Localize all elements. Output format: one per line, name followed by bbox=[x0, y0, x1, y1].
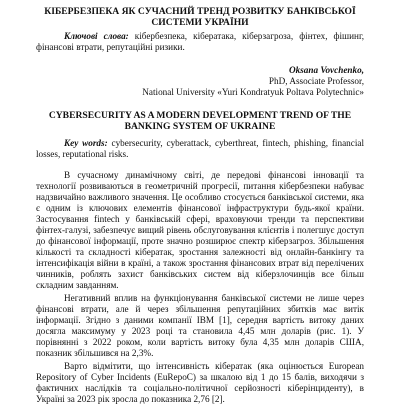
keywords-label: Key words: bbox=[64, 138, 108, 148]
keywords-english bbox=[36, 138, 364, 160]
paper-title-english: CYBERSECURITY AS A MODERN DEVELOPMENT TREND OF THE BANKING SYSTEM OF UKRAINE bbox=[48, 110, 352, 132]
author-name: Oksana Vovchenko, bbox=[288, 65, 364, 75]
paragraph: В сучасному динамічному світі, де передові фінансові інновації та технології розвиваються в геометричній прогресії, питання кібербезпеки набуває надзвичайно важливого значення. Це особливо стосується банківської системи, яка є одним із ключових елементів фінансової інфраструктури будь-якої країни. Застосування fintech у банківській сфері, враховуючи тренди та перспективи фінтех-галузі, забезпечує вищий рівень обслуговування клієнтів і полегшує доступ до фінансової інформації, проте значно розширює спектр кіберзагроз. Збільшення кількості та складності кібератак, зростання залежності від онлайн-банкінгу та інтенсифікація війни в країні, а також зростання фінансових втрат від перелічених чинників, роблять захист банківських систем від кіберзлочинців все більш складним завданням. bbox=[36, 170, 364, 290]
keywords-list: кібербезпека, кібератака, кіберзагроза, фінтех, фішинг, фінансові втрати, репутаційні ризики. bbox=[36, 31, 364, 52]
keywords-list: cybersecurity, cyberattack, cyberthreat, fintech, phishing, financial losses, reputational risks. bbox=[36, 138, 364, 159]
keywords-label: Ключові слова: bbox=[64, 31, 129, 41]
author-affiliation: National University «Yuri Kondratyuk Poltava Polytechnic» bbox=[142, 87, 364, 97]
paragraph: Варто відмітити, що інтенсивність кібератак (яка оцінюється European Repository of Cyber Incidents (EuRepoC) за шкалою від 1 до 15 балів, виходячи з фактичних наслідків та соціально-політичної серйозності кіберінциденту), в Україні за 2023 рік зросла до показника 2,76 [2]. bbox=[36, 361, 364, 404]
author-block bbox=[36, 65, 364, 98]
keywords-ukrainian bbox=[36, 31, 364, 53]
author-degree: PhD, Associate Professor, bbox=[268, 76, 364, 86]
paragraph: Негативний вплив на функціонування банківської системи не лише через фінансові втрати, але й через збільшення репутаційних збитків має витік інформації. Згідно з даними компанії IBM [1], середня вартість витоку даних досягла максимуму у 2023 році та становила 4,45 млн доларів (рис. 1). У порівнянні з 2022 роком, коли вартість витоку була 4,35 млн доларів США, показник збільшився на 2,3%. bbox=[36, 293, 364, 358]
paper-title-ukrainian: КІБЕРБЕЗПЕКА ЯК СУЧАСНИЙ ТРЕНД РОЗВИТКУ БАНКІВСЬКОЇ СИСТЕМИ УКРАЇНИ bbox=[44, 6, 356, 28]
